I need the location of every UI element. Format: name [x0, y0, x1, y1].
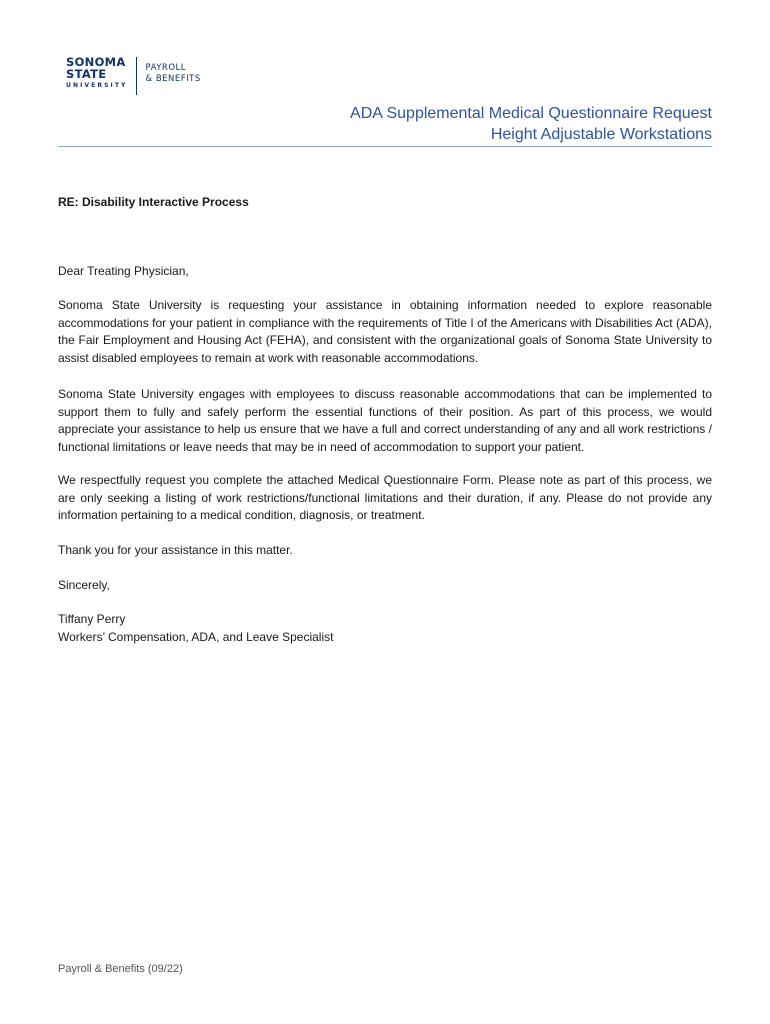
signer-name: Tiffany Perry — [58, 612, 126, 626]
signature-block — [58, 611, 712, 646]
logo-divider — [136, 57, 137, 95]
thanks-text: Thank you for your assistance in this matter. — [58, 543, 293, 557]
closing-text: Sincerely, — [58, 578, 110, 592]
logo-sonoma: SONOMA — [66, 55, 126, 69]
salutation — [58, 263, 712, 281]
paragraph-2-text: Sonoma State University engages with employees to discuss reasonable accommodations that can be implemented to support them to fully and safely perform the essential functions of their position. As part of this process, we would appreciate your assistance to help us ensure that we have a full and correct understanding of any and all work restrictions / functional limitations or leave needs that may be in need of accommodation to support your patient. — [58, 387, 712, 454]
page-footer: Payroll & Benefits (09/22) — [58, 963, 183, 975]
salutation-text: Dear Treating Physician, — [58, 264, 189, 278]
paragraph-2 — [58, 386, 712, 456]
paragraph-1-text: Sonoma State University is requesting your assistance in obtaining information needed to explore reasonable accommodations for your patient in compliance with the requirements of Title I of the Americans with Disabilities Act (ADA), the Fair Employment and Housing Act (FEHA), and consistent with the organizational goals of Sonoma State University to assist disabled employees to remain at work with reasonable accommodations. — [58, 298, 712, 365]
logo-university: UNIVERSITY — [66, 82, 128, 89]
paragraph-1 — [58, 297, 712, 367]
logo-state: STATE — [66, 66, 107, 81]
title-rule — [58, 146, 712, 147]
logo-department — [145, 57, 200, 95]
university-logo — [66, 57, 201, 95]
thanks-line — [58, 542, 712, 560]
logo-wordmark — [66, 57, 127, 95]
re-line: RE: Disability Interactive Process — [58, 195, 249, 209]
document-title-line1: ADA Supplemental Medical Questionnaire Request — [350, 105, 712, 122]
signer-title: Workers’ Compensation, ADA, and Leave Specialist — [58, 629, 334, 644]
document-title-line2: Height Adjustable Workstations — [490, 126, 712, 143]
paragraph-3 — [58, 472, 712, 525]
closing-line — [58, 577, 712, 595]
logo-dept-line1: PAYROLL — [145, 63, 186, 73]
logo-dept-line2: & BENEFITS — [145, 73, 201, 84]
document-title — [350, 103, 712, 145]
paragraph-3-text: We respectfully request you complete the attached Medical Questionnaire Form. Please note as part of this process, we are only seeking a listing of work restrictions/functional limitations and their duration, if any. Please do not provide any information pertaining to a medical condition, diagnosis, or treatment. — [58, 473, 712, 523]
